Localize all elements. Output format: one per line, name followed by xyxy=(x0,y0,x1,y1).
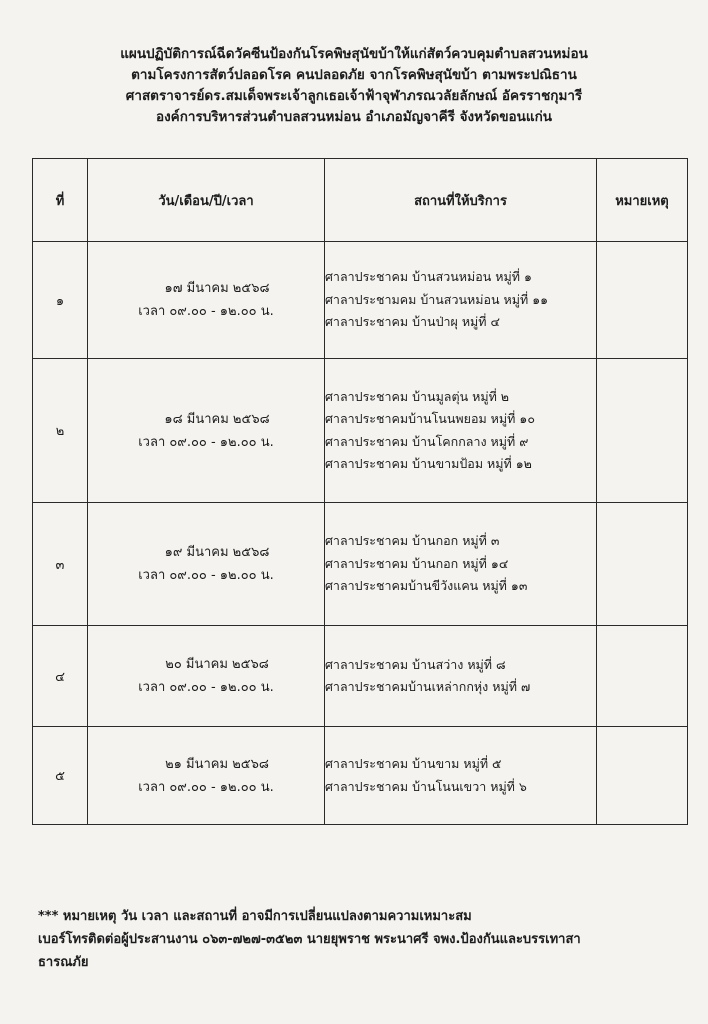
place-item: ศาลาประชาคม บ้านสว่าง หมู่ที่ ๘ xyxy=(325,656,506,672)
header-line-1: แผนปฏิบัติการณ์ฉีดวัคซีนป้องกันโรคพิษสุนัขบ้าให้แก่สัตว์ควบคุมตำบลสวนหม่อน xyxy=(120,46,588,62)
place-item: ศาลาประชาคม บ้านขาม หมู่ที่ ๕ xyxy=(325,756,502,771)
place-item: ศาลาประชาคม บ้านสวนหม่อน หมู่ที่ ๑ xyxy=(325,269,532,285)
row-date-cell xyxy=(88,242,325,359)
row-date: ๑๘ มีนาคม ๒๕๖๘ xyxy=(164,411,270,427)
row-date: ๒๑ มีนาคม ๒๕๖๘ xyxy=(165,756,269,772)
header-line-2: ตามโครงการสัตว์ปลอดโรค คนปลอดภัย จากโรคพิษสุนัขบ้า ตามพระปณิธาน xyxy=(131,67,577,83)
row-time: เวลา ๐๙.๐๐ - ๑๒.๐๐ น. xyxy=(138,434,274,450)
document-header xyxy=(0,44,708,128)
place-item: ศาลาประชาคมบ้านเหล่ากกหุ่ง หมู่ที่ ๗ xyxy=(325,679,531,694)
footnote-line-3: ธารณภัย xyxy=(38,955,89,970)
header-line-3: ศาสตราจารย์ดร.สมเด็จพระเจ้าลูกเธอเจ้าฟ้าจุฬาภรณวลัยลักษณ์ อัครราชกุมารี xyxy=(125,88,583,104)
row-note xyxy=(597,626,688,727)
row-time: เวลา ๐๙.๐๐ - ๑๒.๐๐ น. xyxy=(138,568,274,583)
row-date-cell xyxy=(88,359,325,503)
row-note xyxy=(597,503,688,626)
header-num: ที่ xyxy=(33,159,88,242)
footnote-line-1: *** หมายเหตุ วัน เวลา และสถานที่ อาจมีการเปลี่ยนแปลงตามความเหมาะสม xyxy=(38,909,472,924)
row-note xyxy=(597,727,688,825)
row-time: เวลา ๐๙.๐๐ - ๑๒.๐๐ น. xyxy=(138,779,274,795)
row-number: ๓ xyxy=(33,503,88,626)
row-date-cell xyxy=(88,503,325,626)
row-date: ๒๐ มีนาคม ๒๕๖๘ xyxy=(165,657,269,672)
header-date: วัน/เดือน/ปี/เวลา xyxy=(88,159,325,242)
row-note xyxy=(597,242,688,359)
place-item: ศาลาประชาคม บ้านโคกกลาง หมู่ที่ ๙ xyxy=(325,433,529,449)
footnote xyxy=(38,905,678,974)
row-places-cell xyxy=(325,503,597,626)
table-row xyxy=(33,727,688,825)
table-row xyxy=(33,626,688,727)
row-places-cell xyxy=(325,359,597,503)
table-row xyxy=(33,359,688,503)
row-places-cell xyxy=(325,626,597,727)
row-time: เวลา ๐๙.๐๐ - ๑๒.๐๐ น. xyxy=(138,304,274,319)
header-line-4: องค์การบริหารส่วนตำบลสวนหม่อน อำเภอมัญจาคีรี จังหวัดขอนแก่น xyxy=(155,109,552,125)
row-date-cell xyxy=(88,626,325,727)
row-date-cell xyxy=(88,727,325,825)
row-places-cell xyxy=(325,242,597,359)
row-places-cell xyxy=(325,727,597,825)
row-number: ๕ xyxy=(33,727,88,825)
table-row xyxy=(33,503,688,626)
place-item: ศาลาประชาคมบ้านโนนพยอม หมู่ที่ ๑๐ xyxy=(325,411,535,426)
place-item: ศาลาประชาคม บ้านมูลตุ่น หมู่ที่ ๒ xyxy=(325,388,510,404)
header-place: สถานที่ให้บริการ xyxy=(325,159,597,242)
place-item: ศาลาประชาคม บ้านกอก หมู่ที่ ๓ xyxy=(325,533,500,549)
row-number: ๑ xyxy=(33,242,88,359)
row-number: ๔ xyxy=(33,626,88,727)
table-row xyxy=(33,242,688,359)
row-time: เวลา ๐๙.๐๐ - ๑๒.๐๐ น. xyxy=(138,680,274,695)
place-item: ศาลาประชาคม บ้านป่าผุ หมู่ที่ ๔ xyxy=(325,314,500,330)
row-number: ๒ xyxy=(33,359,88,503)
footnote-line-2: เบอร์โทรติดต่อผู้ประสานงาน ๐๖๓-๗๒๗-๓๕๒๓ นายยุพราช พระนาศรี จพง.ป้องกันและบรรเทาสา xyxy=(38,932,581,947)
header-note: หมายเหตุ xyxy=(597,159,688,242)
place-item: ศาลาประชาคม บ้านโนนเขวา หมู่ที่ ๖ xyxy=(325,778,527,794)
place-item: ศาลาประชามคม บ้านสวนหม่อน หมู่ที่ ๑๑ xyxy=(325,291,549,307)
table-header-row xyxy=(33,159,688,242)
row-date: ๑๙ มีนาคม ๒๕๖๘ xyxy=(164,545,270,560)
place-item: ศาลาประชาคมบ้านขีวังแคน หมู่ที่ ๑๓ xyxy=(325,578,528,594)
place-item: ศาลาประชาคม บ้านกอก หมู่ที่ ๑๔ xyxy=(325,555,509,571)
place-item: ศาลาประชาคม บ้านขามป้อม หมู่ที่ ๑๒ xyxy=(325,456,532,471)
row-note xyxy=(597,359,688,503)
row-date: ๑๗ มีนาคม ๒๕๖๘ xyxy=(164,281,270,296)
vaccination-schedule-table xyxy=(32,158,688,825)
